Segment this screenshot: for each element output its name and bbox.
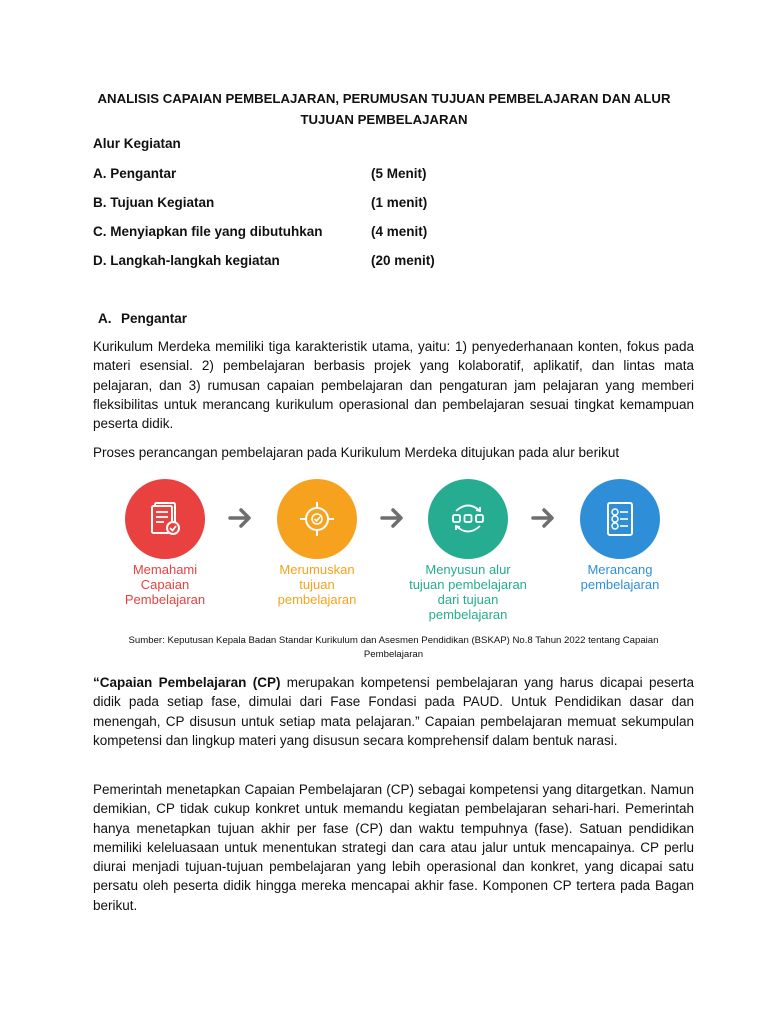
section-a-letter: A. — [98, 311, 112, 326]
step-label-line: Memahami — [132, 562, 198, 577]
alur-kegiatan-heading: Alur Kegiatan — [93, 136, 181, 151]
section-a-title: Pengantar — [121, 311, 188, 326]
step-label-line: tujuan — [299, 577, 335, 592]
step-label-line: dari tujuan — [437, 592, 499, 607]
step-1-circle — [125, 479, 205, 559]
source-caption — [93, 634, 694, 662]
cp-definition-text: merupakan kompetensi pembelajaran yang harus dicapai peserta didik pada setiap fase, dimulai dari Fase Fondasi pada PAUD. Untuk Pendidikan dasar dan menengah, CP disusun untuk setiap mata pelajaran.” Capaian pembelajaran memuat sekumpulan kompetensi dan lingkup materi yang disusun secara komprehensif dalam bentuk narasi. — [93, 675, 694, 748]
activity-row — [93, 224, 613, 244]
document-title — [93, 88, 675, 130]
title-line-1: ANALISIS CAPAIAN PEMBELAJARAN, PERUMUSAN TUJUAN PEMBELAJARAN DAN ALUR — [97, 91, 671, 106]
activity-time: (5 Menit) — [371, 166, 427, 181]
step-1-label — [90, 562, 240, 607]
step-label-line: Capaian — [140, 577, 190, 592]
design-flow-diagram — [0, 470, 768, 630]
activity-label: B. Tujuan Kegiatan — [93, 195, 215, 210]
step-label-line: pembelajaran — [428, 607, 508, 622]
step-label-line: tujuan pembelajaran — [409, 577, 527, 592]
step-label-line: pembelajaran — [580, 577, 660, 592]
activity-label: D. Langkah-langkah kegiatan — [93, 253, 280, 268]
step-label-line: Merumuskan — [279, 562, 355, 577]
activity-label: C. Menyiapkan file yang dibutuhkan — [93, 224, 323, 239]
step-4-label — [545, 562, 695, 592]
activity-row — [93, 166, 613, 186]
activity-row — [93, 253, 613, 273]
activity-time: (20 menit) — [371, 253, 435, 268]
step-label-line: Pembelajaran — [124, 592, 206, 607]
activity-time: (4 menit) — [371, 224, 428, 239]
step-2-label — [242, 562, 392, 607]
process-intro-paragraph: Proses perancangan pembelajaran pada Kurikulum Merdeka ditujukan pada alur berikut — [93, 445, 620, 460]
step-3-circle — [428, 479, 508, 559]
arrow-right-icon — [228, 507, 254, 529]
source-line-1: Sumber: Keputusan Kepala Badan Standar Kurikulum dan Asesmen Pendidikan (BSKAP) No.8 Tahun 2022 tentang Capaian — [128, 635, 659, 646]
arrow-right-icon — [380, 507, 406, 529]
step-label-line: Merancang — [587, 562, 653, 577]
source-line-2: Pembelajaran — [363, 649, 424, 660]
target-icon — [295, 497, 339, 541]
cp-term: “Capaian Pembelajaran (CP) — [93, 675, 281, 690]
step-label-line: Menyusun alur — [425, 562, 511, 577]
document-checklist-icon — [143, 497, 187, 541]
abc-document-icon — [598, 497, 642, 541]
step-label-line: pembelajaran — [277, 592, 357, 607]
intro-paragraph: Kurikulum Merdeka memiliki tiga karakteristik utama, yaitu: 1) penyederhanaan konten, fokus pada materi esensial. 2) pembelajaran berbasis projek yang kolaboratif, aplikatif, dan lintas mata pelajaran, dan 3) rumusan capaian pembelajaran dan pengaturan jam pelajaran yang memberi fleksibilitas untuk merancang kurikulum operasional dan pembelajaran sesuai tingkat kemampuan peserta didik. — [93, 339, 694, 432]
arrow-right-icon — [531, 507, 557, 529]
activity-row — [93, 195, 613, 215]
step-2-circle — [277, 479, 357, 559]
flow-cycle-icon — [446, 497, 490, 541]
step-3-label — [393, 562, 543, 622]
section-a-heading — [98, 311, 187, 326]
activity-label: A. Pengantar — [93, 166, 177, 181]
government-cp-paragraph: Pemerintah menetapkan Capaian Pembelajaran (CP) sebagai kompetensi yang ditargetkan. Namun demikian, CP tidak cukup konkret untuk memandu kegiatan pembelajaran sehari-hari. Pemerintah hanya menetapkan tujuan akhir per fase (CP) dan waktu tempuhnya (fase). Satuan pendidikan memiliki keleluasaan untuk menentukan strategi dan cara atau jalur untuk mencapainya. CP perlu diurai menjadi tujuan-tujuan pembelajaran yang lebih operasional dan konkret, yang dicapai satu persatu oleh peserta didik hingga mereka mencapai akhir fase. Komponen CP tertera pada Bagan berikut. — [93, 782, 694, 913]
cp-definition-paragraph — [93, 673, 694, 750]
step-4-circle — [580, 479, 660, 559]
title-line-2: TUJUAN PEMBELAJARAN — [300, 112, 468, 127]
activity-time: (1 menit) — [371, 195, 428, 210]
